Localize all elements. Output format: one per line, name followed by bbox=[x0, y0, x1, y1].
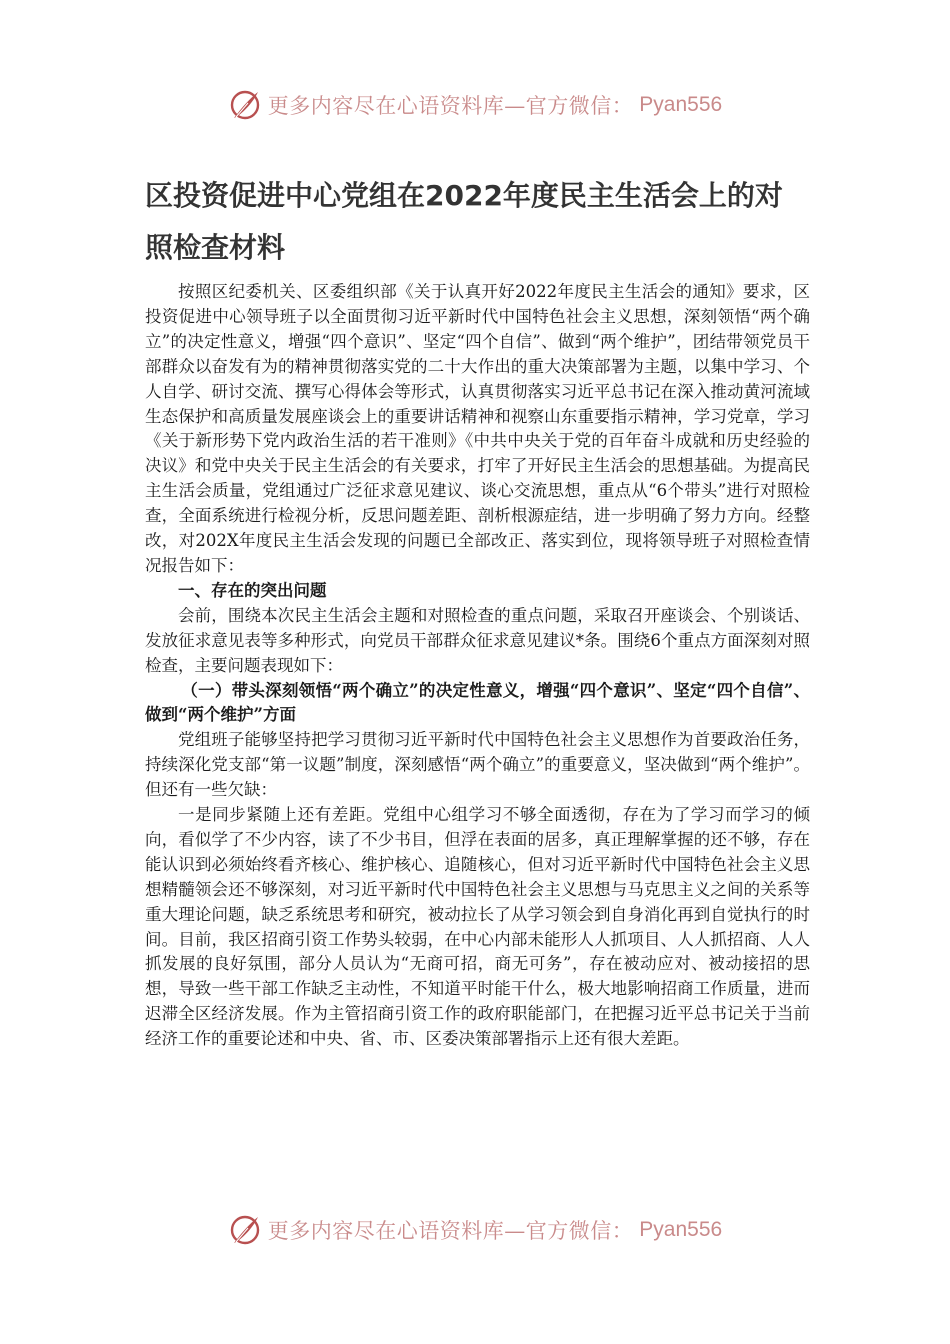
watermark-handle: Pyan556 bbox=[639, 93, 723, 116]
watermark-text: 更多内容尽在心语资料库—官方微信： bbox=[267, 1219, 634, 1243]
document-title: 区投资促进中心党组在2022年度民主生活会上的对照检查材料 bbox=[145, 179, 783, 264]
paragraph-3: 党组班子能够坚持把学习贯彻习近平新时代中国特色社会主义思想作为首要政治任务，持续深化党支部“第一议题”制度，深刻感悟“两个确立”的重要意义，坚决做到“两个维护”。但还有一些欠缺： bbox=[145, 730, 810, 800]
quill-logo-icon bbox=[228, 88, 262, 122]
paragraph-4: 一是同步紧随上还有差距。党组中心组学习不够全面透彻，存在为了学习而学习的倾向，看似学了不少内容，读了不少书目，但浮在表面的居多，真正理解掌握的还不够，存在能认识到必须始终看齐核心、维护核心、追随核心，但对习近平新时代中国特色社会主义思想精髓领会还不够深刻，对习近平新时代中国特色社会主义思想与马克思主义之间的关系等重大理论问题，缺乏系统思考和研究，被动拉长了从学习领会到自身消化再到自觉执行的时间。目前，我区招商引资工作势头较弱，在中心内部未能形人人抓项目、人人抓招商、人人抓发展的良好氛围，部分人员认为“无商可招，商无可务”，存在被动应对、被动接招的思想，导致一些干部工作缺乏主动性，不知道平时能干什么，极大地影响招商工作质量，进而迟滞全区经济发展。作为主管招商引资工作的政府职能部门，在把握习近平总书记关于当前经济工作的重要论述和中央、省、市、区委决策部署指示上还有很大差距。 bbox=[145, 805, 810, 1049]
watermark-handle: Pyan556 bbox=[639, 1218, 723, 1241]
quill-logo-icon bbox=[228, 1213, 262, 1247]
watermark-group bbox=[228, 88, 722, 122]
subsection-heading-1: （一）带头深刻领悟“两个确立”的决定性意义，增强“四个意识”、坚定“四个自信”、做到“两个维护”方面 bbox=[145, 680, 810, 725]
paragraph-2: 会前，围绕本次民主生活会主题和对照检查的重点问题，采取召开座谈会、个别谈话、发放征求意见表等多种形式，向党员干部群众征求意见建议*条。围绕6个重点方面深刻对照检查，主要问题表现如下： bbox=[145, 605, 810, 675]
watermark-header bbox=[0, 85, 950, 125]
watermark-footer bbox=[0, 1210, 950, 1250]
document-body bbox=[145, 280, 810, 1052]
watermark-group bbox=[228, 1213, 722, 1247]
intro-paragraph: 按照区纪委机关、区委组织部《关于认真开好2022年度民主生活会的通知》要求，区投资促进中心领导班子以全面贯彻习近平新时代中国特色社会主义思想，深刻领悟“两个确立”的决定性意义，增强“四个意识”、坚定“四个自信”、做到“两个维护”，团结带领党员干部群众以奋发有为的精神贯彻落实党的二十大作出的重大决策部署为主题，以集中学习、个人自学、研讨交流、撰写心得体会等形式，认真贯彻落实习近平总书记在深入推动黄河流域生态保护和高质量发展座谈会上的重要讲话精神和视察山东重要指示精神，学习党章，学习《关于新形势下党内政治生活的若干准则》《中共中央关于党的百年奋斗成就和历史经验的决议》和党中央关于民主生活会的有关要求，打牢了开好民主生活会的思想基础。为提高民主生活会质量，党组通过广泛征求意见建议、谈心交流思想，重点从“6个带头”进行对照检查，全面系统进行检视分析，反思问题差距、剖析根源症结，进一步明确了努力方向。经整改，对202X年度民主生活会发现的问题已全部改正、落实到位，现将领导班子对照检查情况报告如下： bbox=[145, 282, 810, 575]
section-heading-1: 一、存在的突出问题 bbox=[178, 580, 327, 600]
watermark-text: 更多内容尽在心语资料库—官方微信： bbox=[267, 94, 634, 118]
